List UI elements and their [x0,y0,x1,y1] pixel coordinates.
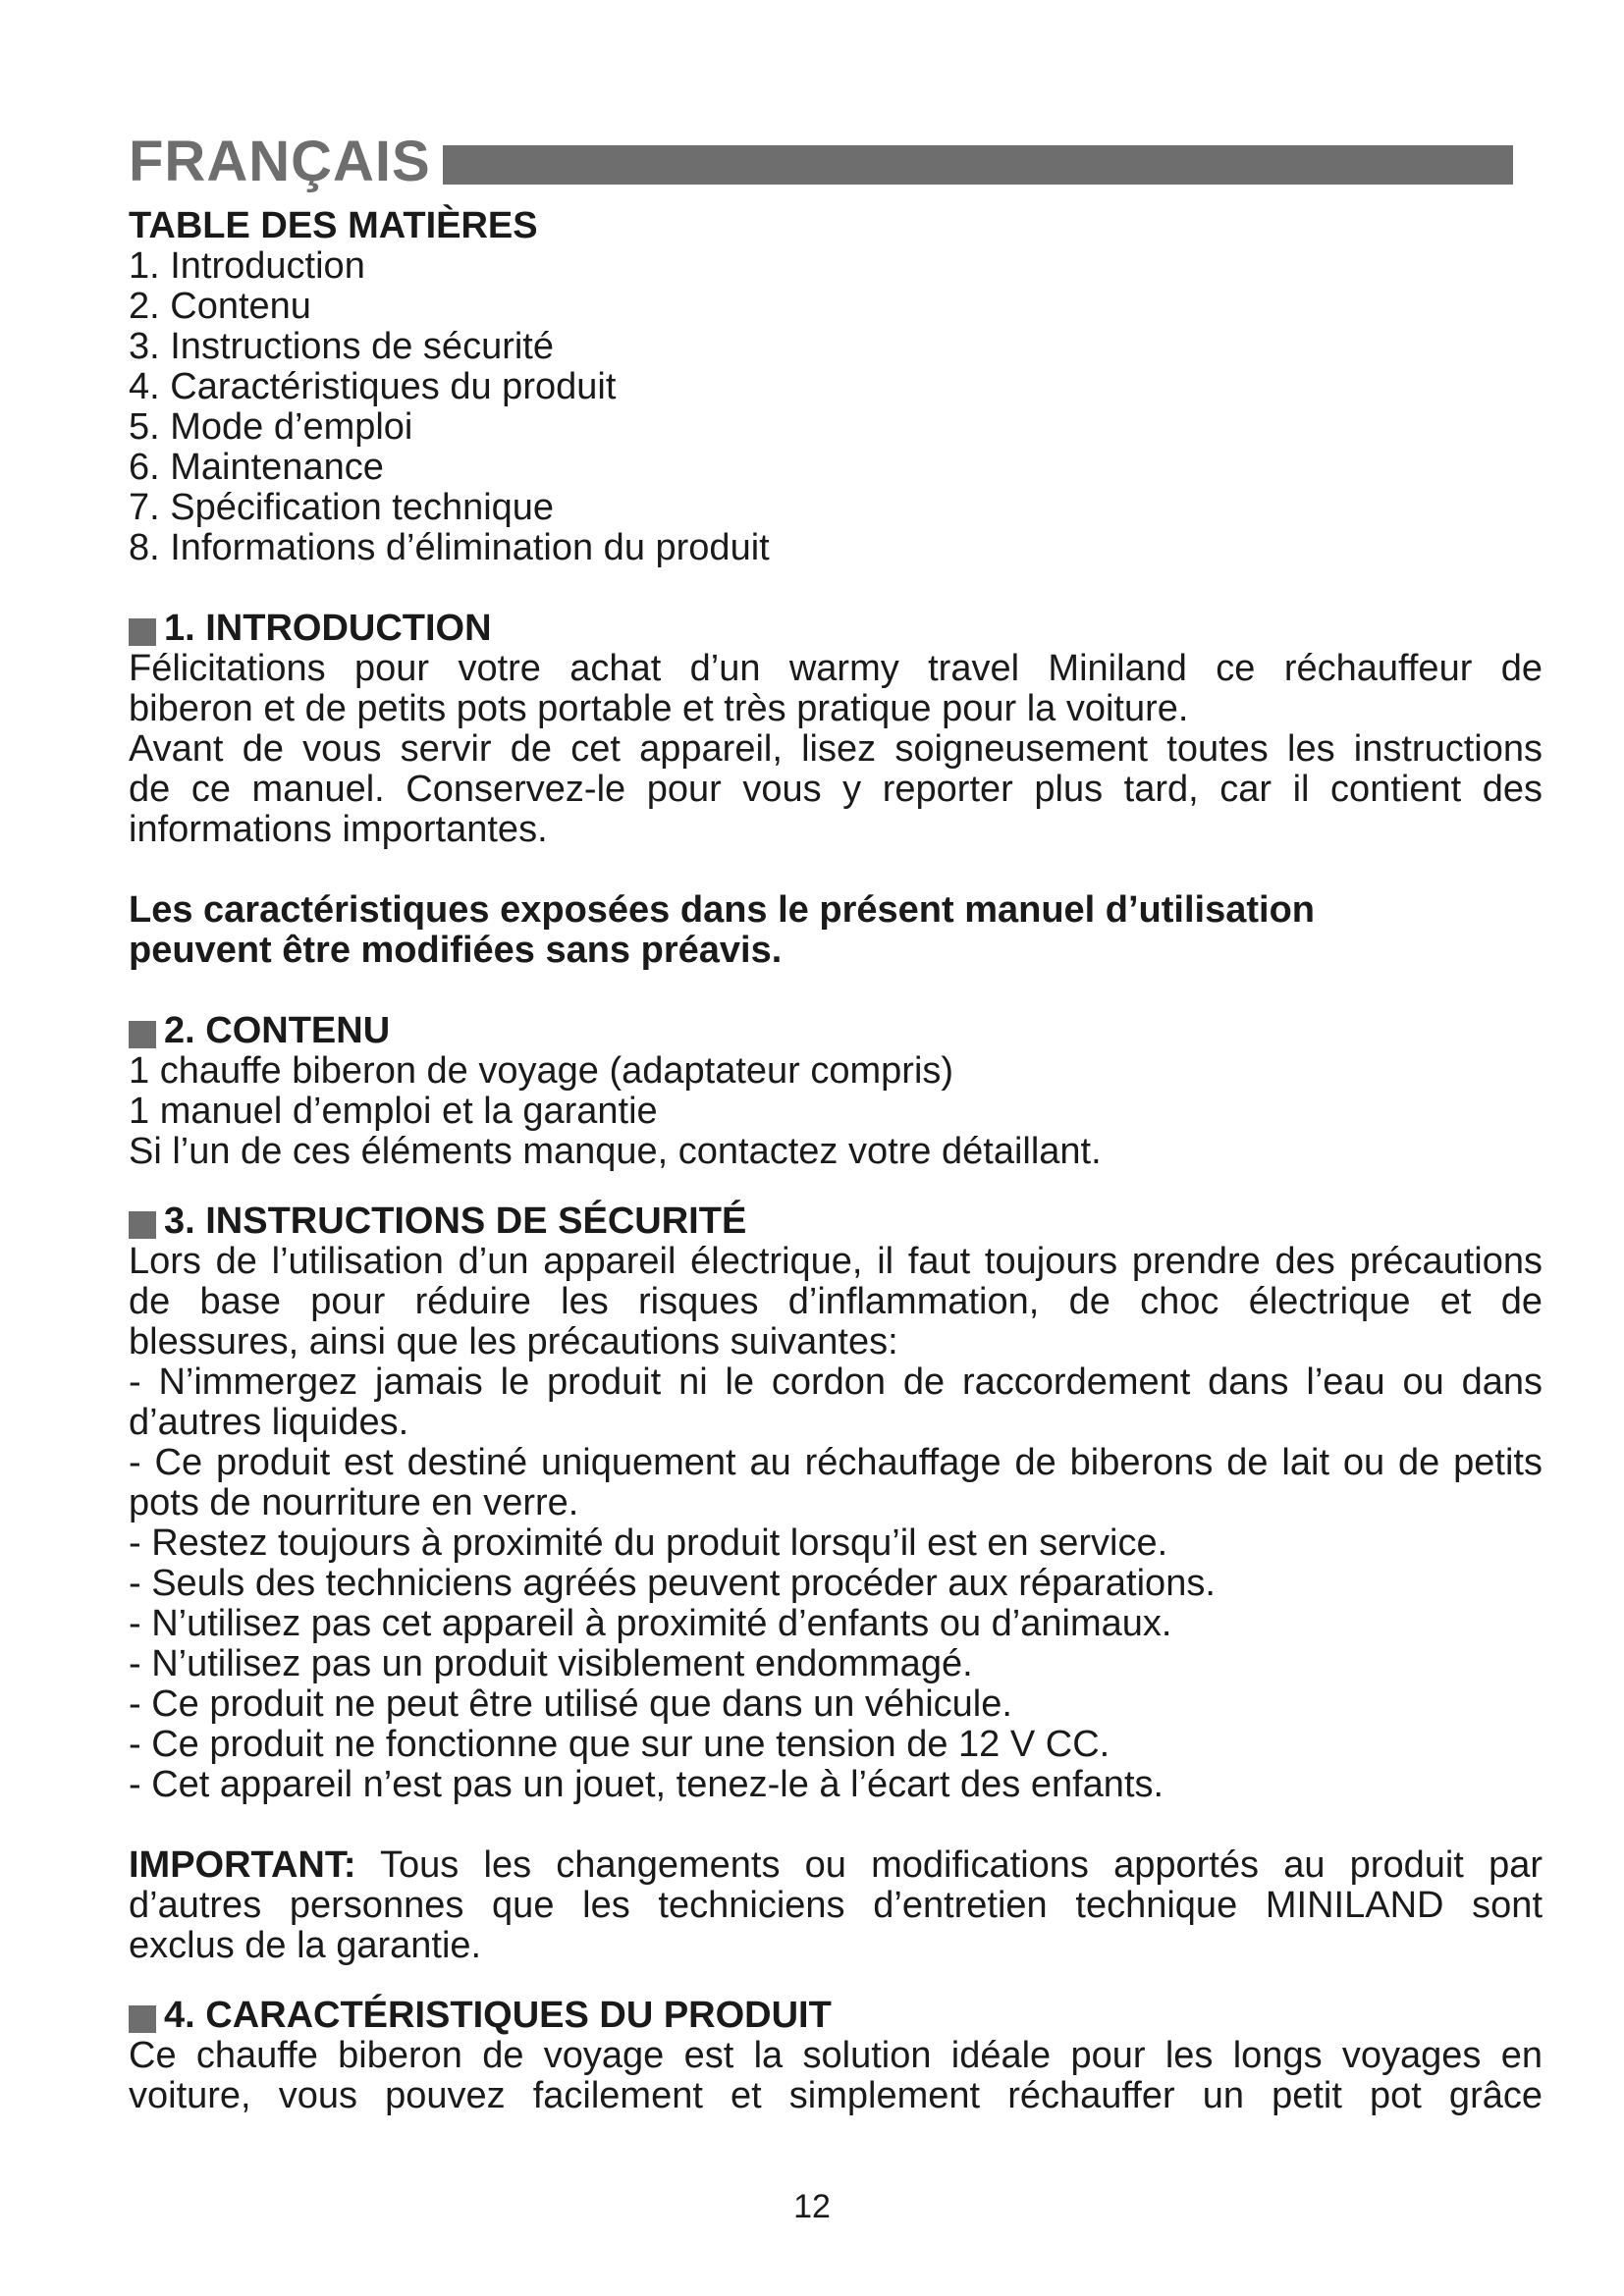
text-line: de ce manuel. Conservez-le pour vous y reporter plus tard, car il contient des [129,769,1543,810]
important-paragraph [129,1845,1543,1966]
text-line: 1 manuel d’emploi et la garantie [129,1091,658,1132]
section-features [129,1996,1543,2116]
text-line [129,1845,1543,1886]
language-header-bar [443,145,1513,185]
important-text: Tous les changements ou modifications apportés au produit par [380,1844,1543,1886]
safety-intro-paragraph [129,1242,1543,1362]
section-heading [129,1201,1543,1242]
text-line: biberon et de petits pots portable et très pratique pour la voiture. [129,688,1189,729]
section-contents [129,1011,1543,1172]
features-paragraph [129,2036,1543,2116]
list-item: d’autres liquides. [129,1402,409,1443]
page-number: 12 [793,2188,831,2225]
contents-paragraph [129,1051,1543,1172]
section-heading-text: 4. CARACTÉRISTIQUES DU PRODUIT [164,1995,832,2036]
language-title: FRANÇAIS [129,130,431,193]
list-item: - Cet appareil n’est pas un jouet, tenez-le à l’écart des enfants. [129,1764,1164,1805]
square-bullet-icon [129,1211,156,1239]
language-header [129,128,1543,196]
toc-item: 2. Contenu [129,286,311,327]
section-heading [129,1996,1543,2036]
list-item: - Ce produit est destiné uniquement au réchauffage de biberons de lait ou de petits [129,1442,1543,1483]
text-line: d’autres personnes que les techniciens d’entretien technique MINILAND sont [129,1885,1543,1926]
text-line: exclus de la garantie. [129,1925,482,1966]
notice-paragraph [129,890,1543,971]
text-line: 1 chauffe biberon de voyage (adaptateur compris) [129,1050,954,1092]
list-item: pots de nourriture en verre. [129,1482,579,1523]
toc-item: 8. Informations d’élimination du produit [129,527,770,568]
manual-page [129,128,1543,2116]
square-bullet-icon [129,618,156,646]
list-item: - Seuls des techniciens agréés peuvent procéder aux réparations. [129,1563,1216,1604]
toc-item: 5. Mode d’emploi [129,406,413,448]
list-item: - Ce produit ne fonctionne que sur une tension de 12 V CC. [129,1724,1110,1765]
section-safety [129,1201,1543,1966]
square-bullet-icon [129,1021,156,1048]
table-of-contents [129,206,1543,568]
text-line: peuvent être modifiées sans préavis. [129,930,783,971]
section-heading [129,609,1543,649]
text-line: Avant de vous servir de cet appareil, lisez soigneusement toutes les instructions [129,728,1543,770]
toc-item: 6. Maintenance [129,447,384,488]
text-line: Si l’un de ces éléments manque, contactez votre détaillant. [129,1131,1102,1172]
text-line: voiture, vous pouvez facilement et simplement réchauffer un petit pot grâce [129,2075,1543,2116]
text-line: Ce chauffe biberon de voyage est la solution idéale pour les longs voyages en [129,2035,1543,2076]
text-line: de base pour réduire les risques d’inflammation, de choc électrique et de [129,1281,1543,1322]
text-line: Les caractéristiques exposées dans le présent manuel d’utilisation [129,889,1316,931]
list-item: - Ce produit ne peut être utilisé que dans un véhicule. [129,1683,1012,1725]
toc-item: 4. Caractéristiques du produit [129,366,617,407]
text-line: informations importantes. [129,809,548,850]
list-item: - N’immergez jamais le produit ni le cordon de raccordement dans l’eau ou dans [129,1362,1543,1403]
square-bullet-icon [129,2005,156,2033]
intro-paragraph [129,649,1543,850]
section-heading-text: 1. INTRODUCTION [164,608,492,649]
toc-item: 3. Instructions de sécurité [129,326,554,367]
toc-item: 1. Introduction [129,245,365,287]
list-item: - N’utilisez pas un produit visiblement endommagé. [129,1643,973,1684]
list-item: - N’utilisez pas cet appareil à proximité d’enfants ou d’animaux. [129,1603,1172,1644]
text-line: blessures, ainsi que les précautions suivantes: [129,1321,898,1362]
section-heading-text: 3. INSTRUCTIONS DE SÉCURITÉ [164,1201,747,1242]
list-item: - Restez toujours à proximité du produit lorsqu’il est en service. [129,1522,1168,1564]
important-label: IMPORTANT: [129,1844,356,1886]
text-line: Lors de l’utilisation d’un appareil électrique, il faut toujours prendre des précautions [129,1241,1543,1282]
toc-title: TABLE DES MATIÈRES [129,205,538,246]
section-heading [129,1011,1543,1051]
section-heading-text: 2. CONTENU [164,1010,391,1051]
section-introduction [129,609,1543,971]
toc-item: 7. Spécification technique [129,487,555,528]
text-line: Félicitations pour votre achat d’un warmy travel Miniland ce réchauffeur de [129,648,1543,689]
safety-rules-list [129,1362,1543,1805]
